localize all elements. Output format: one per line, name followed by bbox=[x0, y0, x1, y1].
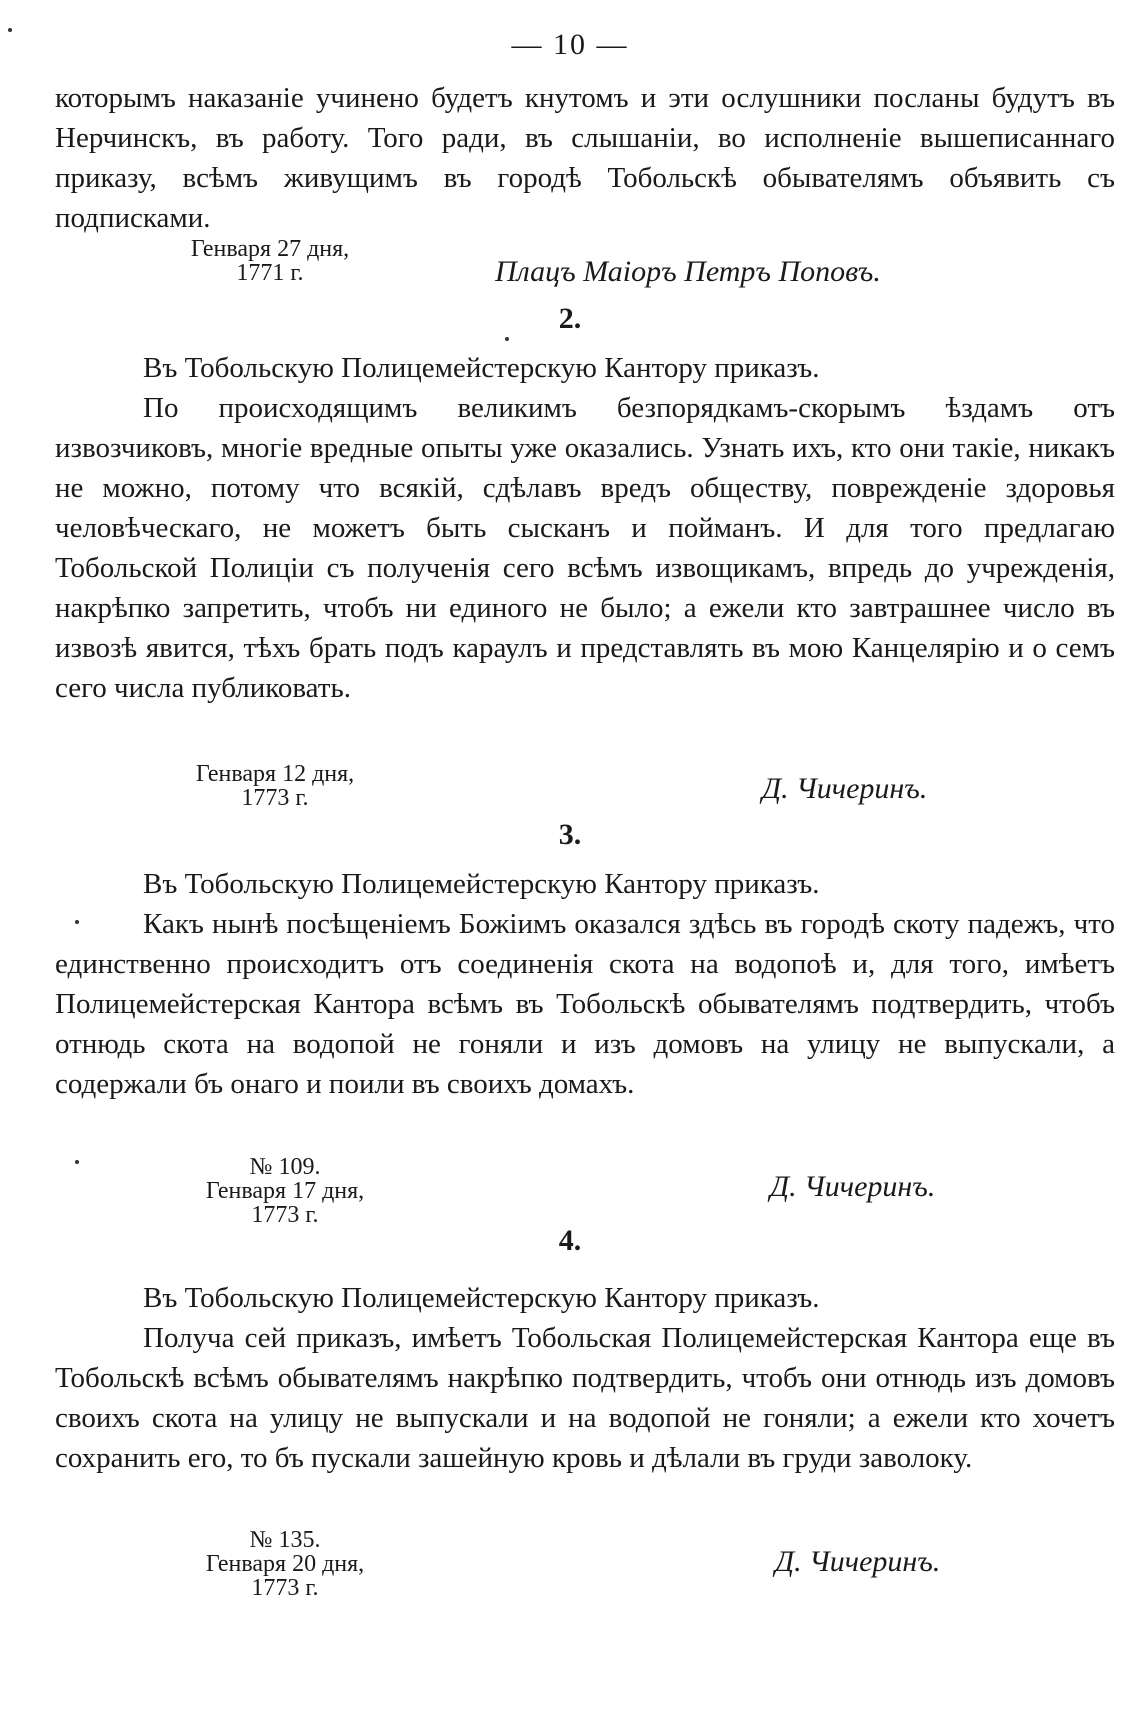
section-4-heading: Въ Тобольскую Полицемейстерскую Кантору приказъ. bbox=[143, 1282, 820, 1314]
section-2-signature: Д. Чичеринъ. bbox=[762, 772, 928, 805]
section-4-ref: № 135. bbox=[249, 1527, 321, 1553]
section-2-date bbox=[160, 762, 390, 810]
intro-date bbox=[160, 237, 380, 285]
section-4-signature: Д. Чичеринъ. bbox=[775, 1545, 941, 1578]
section-4-number: 4. bbox=[558, 1224, 582, 1257]
section-2-number: 2. bbox=[558, 302, 582, 335]
section-2-body: По происходящимъ великимъ безпорядкамъ-скорымъ ѣздамъ отъ извозчиковъ, многіе вредные опыты уже оказались. Узнать ихъ, кто они такіе, никакъ не можно, потому что всякій, сдѣлавъ вредъ обществу, поврежденіе здоровья человѣческаго, не можетъ быть сысканъ и пойманъ. И для того предлагаю Тобольской Полиціи съ полученія сего всѣмъ извощикамъ, впредь до учрежденія, накрѣпко запретить, чтобъ ни единого не было; а ежели кто завтрашнее число въ извозѣ явится, тѣхъ брать подъ караулъ и представлять въ мою Канцелярію и о семъ сего числа публиковать. bbox=[55, 392, 1115, 704]
scan-speck bbox=[505, 337, 509, 341]
intro-paragraph: которымъ наказаніе учинено будетъ кнутомъ и эти ослушники посланы будутъ въ Нерчинскъ, въ работу. Того ради, въ слышаніи, во исполненіе вышеписаннаго приказу, всѣмъ живущимъ въ городѣ Тобольскѣ обывателямъ объявить съ подписками. bbox=[55, 82, 1115, 234]
section-4-date-day: Генваря 20 дня, bbox=[205, 1551, 365, 1577]
intro-date-day: Генваря 27 дня, bbox=[190, 236, 350, 262]
section-2-date-year: 1773 г. bbox=[241, 785, 309, 811]
section-3-number: 3. bbox=[558, 818, 582, 851]
scan-speck bbox=[75, 920, 79, 924]
section-2-heading: Въ Тобольскую Полицемейстерскую Кантору приказъ. bbox=[143, 352, 820, 384]
section-3-date-day: Генваря 17 дня, bbox=[205, 1178, 365, 1204]
intro-signature: Плацъ Маіоръ Петръ Поповъ. bbox=[495, 255, 881, 288]
section-2-date-day: Генваря 12 дня, bbox=[195, 761, 355, 787]
section-3-date-year: 1773 г. bbox=[251, 1202, 319, 1228]
scan-speck bbox=[75, 1160, 79, 1164]
section-4-body: Получа сей приказъ, имѣетъ Тобольская Полицемейстерская Кантора еще въ Тобольскѣ всѣмъ обывателямъ накрѣпко подтвердить, чтобъ они отнюдь изъ домовъ своихъ скота на улицу не выпускали и на водопой не гоняли; а ежели кто хочетъ сохранить его, то бъ пускали зашейную кровь и дѣлали въ груди заволоку. bbox=[55, 1322, 1115, 1474]
section-3-signature: Д. Чичеринъ. bbox=[770, 1170, 936, 1203]
section-4-date-year: 1773 г. bbox=[251, 1575, 319, 1601]
page-number: — 10 — bbox=[511, 28, 629, 61]
section-3-date bbox=[170, 1155, 400, 1227]
section-3-heading: Въ Тобольскую Полицемейстерскую Кантору приказъ. bbox=[143, 868, 820, 900]
section-3-body: Какъ нынѣ посѣщеніемъ Божіимъ оказался здѣсь въ городѣ скоту падежъ, что единственно происходитъ отъ соединенія скота на водопоѣ и, для того, имѣетъ Полицемейстерская Кантора всѣмъ въ Тобольскѣ обывателямъ подтвердить, чтобъ отнюдь скота на водопой не гоняли и изъ домовъ на улицу не выпускали, а содержали бъ онаго и поили въ своихъ домахъ. bbox=[55, 908, 1115, 1100]
scan-speck bbox=[8, 28, 12, 32]
section-4-date bbox=[170, 1528, 400, 1600]
section-3-ref: № 109. bbox=[249, 1154, 321, 1180]
intro-date-year: 1771 г. bbox=[236, 260, 304, 286]
